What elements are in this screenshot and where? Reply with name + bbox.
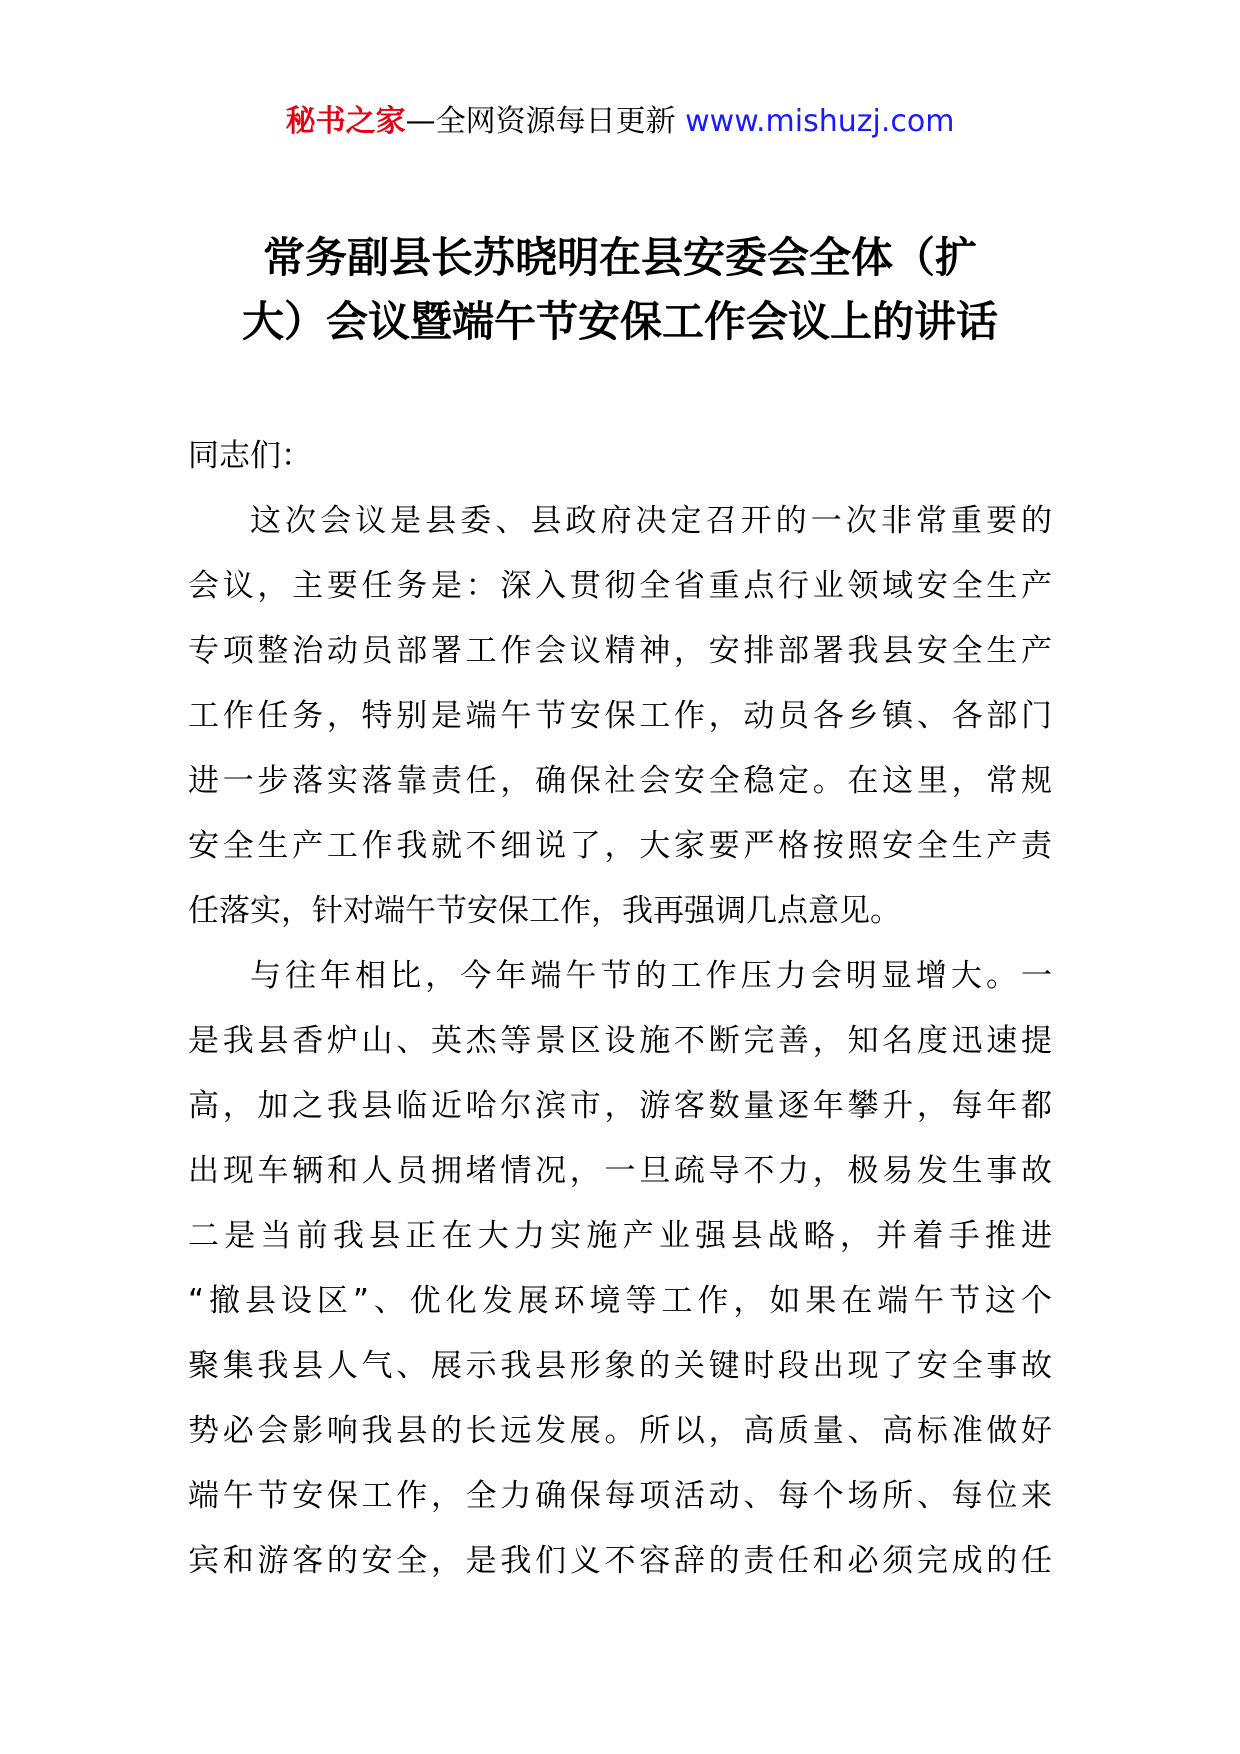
body-line: 专项整治动员部署工作会议精神，安排部署我县安全生产 — [188, 633, 1052, 669]
body-line: 宾和游客的安全，是我们义不容辞的责任和必须完成的任 — [188, 1543, 1052, 1579]
body-line: 任落实，针对端午节安保工作，我再强调几点意见。 — [188, 893, 901, 929]
body-line: 会议，主要任务是：深入贯彻全省重点行业领域安全生产 — [188, 568, 1052, 604]
document-title-line-2: 大）会议暨端午节安保工作会议上的讲话 — [241, 297, 998, 346]
document-title — [150, 226, 1090, 354]
body-line: 是我县香炉山、英杰等景区设施不断完善，知名度迅速提 — [188, 1023, 1052, 1059]
body-line: “撤县设区”、优化发展环境等工作，如果在端午节这个 — [188, 1283, 1052, 1319]
body-line: 这次会议是县委、县政府决定召开的一次非常重要的 — [250, 503, 1052, 539]
body-line: 聚集我县人气、展示我县形象的关键时段出现了安全事故 — [188, 1348, 1052, 1384]
body-line: 高，加之我县临近哈尔滨市，游客数量逐年攀升，每年都 — [188, 1088, 1052, 1124]
body-line: 进一步落实落靠责任，确保社会安全稳定。在这里，常规 — [188, 763, 1052, 799]
body-line: 工作任务，特别是端午节安保工作，动员各乡镇、各部门 — [188, 698, 1052, 734]
body-line: 安全生产工作我就不细说了，大家要严格按照安全生产责 — [188, 828, 1052, 864]
body-line: 二是当前我县正在大力实施产业强县战略，并着手推进 — [188, 1218, 1052, 1254]
body-line: 势必会影响我县的长远发展。所以，高质量、高标准做好 — [188, 1413, 1052, 1449]
site-brand: 秘书之家 — [285, 104, 406, 139]
body-line: 出现车辆和人员拥堵情况，一旦疏导不力，极易发生事故 — [188, 1153, 1052, 1189]
salutation: 同志们： — [188, 438, 312, 474]
site-header — [0, 100, 1240, 144]
document-title-line-1: 常务副县长苏晓明在县安委会全体（扩 — [262, 233, 977, 282]
body-line: 与往年相比，今年端午节的工作压力会明显增大。一 — [250, 958, 1052, 994]
site-tagline: —全网资源每日更新 — [405, 104, 676, 139]
site-url-link[interactable]: www.mishuzj.com — [685, 104, 955, 139]
body-line: 端午节安保工作，全力确保每项活动、每个场所、每位来 — [188, 1478, 1052, 1514]
document-body — [188, 424, 1052, 1594]
